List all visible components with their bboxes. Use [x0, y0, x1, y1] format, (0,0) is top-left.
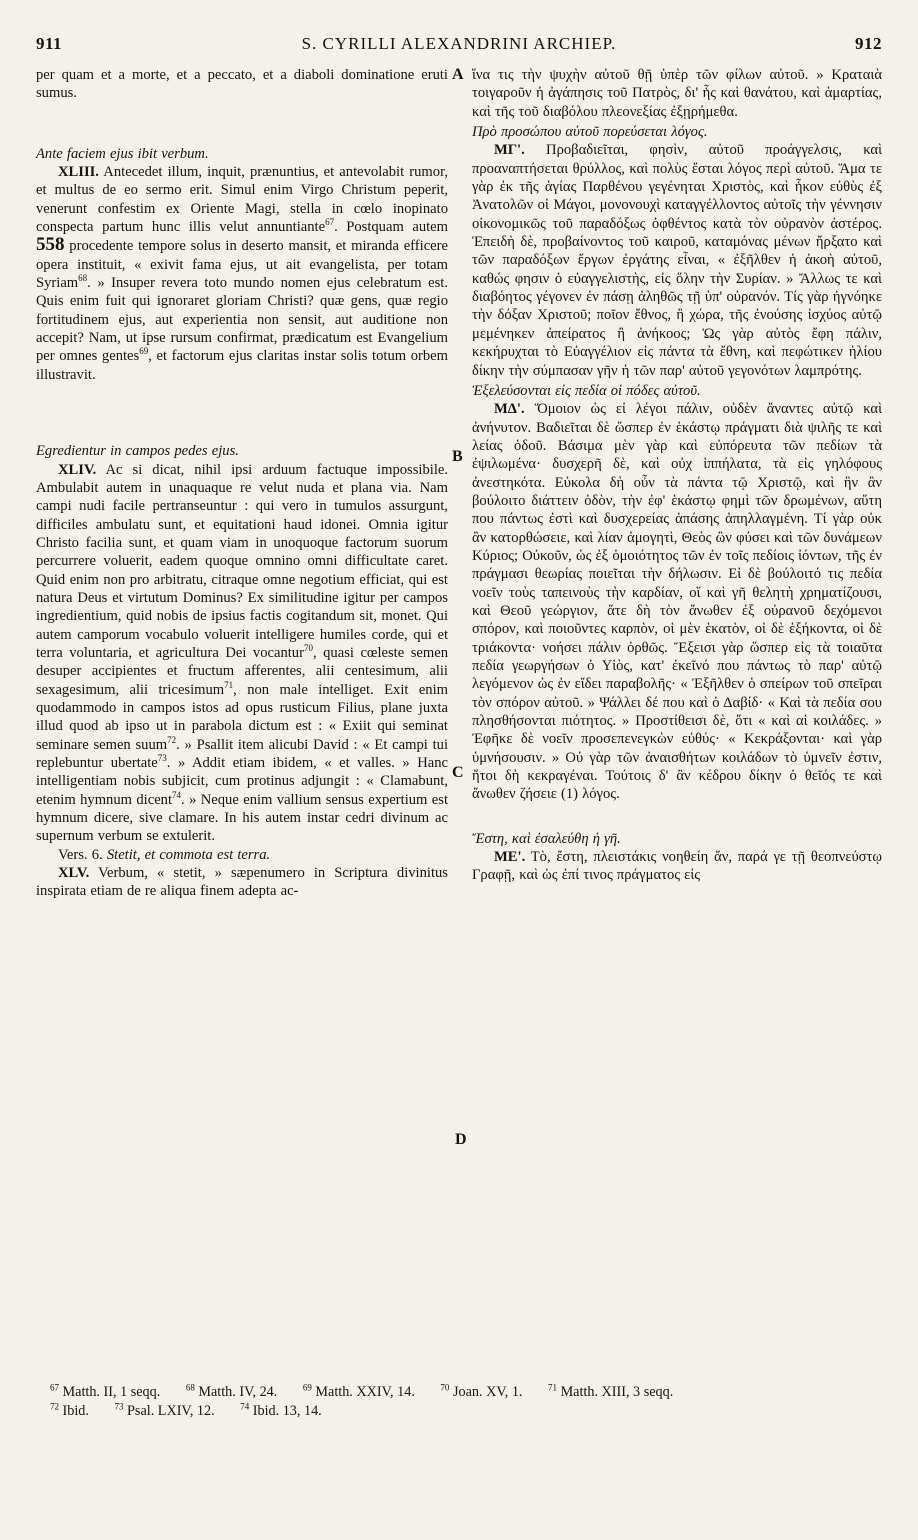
footnote-number: 71	[548, 1382, 558, 1393]
verse-label: Vers. 6.	[58, 846, 103, 863]
section-text: , non male intelliget. Exit enim quodammodo in campos istos ad opus rusticum Filius, plane juxta illud quod ab ipso ut in parabola dictum est : « Exiit qui seminat seminare semen suum	[36, 681, 448, 753]
footnote	[186, 1384, 278, 1400]
footnote-ref-text: Matth. XIII, 3 seqq.	[560, 1384, 674, 1400]
section-text: . Postquam autem	[334, 219, 448, 236]
section-text: . » Insuper revera toto mundo nomen ejus celebratum est. Quis enim fuit qui ignoraret gloriam Christi? quæ gens, quæ regio fortitudinem ejus, aut experientia non sensit, aut auditione non accepit? Nam, ut ipse rursum confirmat, prædicatum est Evangelium per omnes gentes	[36, 275, 448, 365]
latin-verse-line	[36, 846, 448, 864]
latin-section-xliii	[36, 163, 448, 384]
footnote-ref-text: Matth. II, 1 seqq.	[62, 1384, 161, 1400]
footnote-number: 70	[440, 1382, 450, 1393]
section-number: ΜΔ'.	[494, 401, 525, 418]
footnote	[50, 1403, 89, 1419]
running-title: S. CYRILLI ALEXANDRINI ARCHIEP.	[301, 34, 617, 53]
section-text: , et factorum ejus claritas instar solis totum orbem illustravit.	[36, 348, 448, 383]
running-header	[36, 34, 882, 58]
footnote-ref: 73	[157, 753, 167, 764]
footnote-number: 73	[114, 1401, 124, 1412]
footnote-ref: 72	[167, 734, 177, 745]
latin-section-xliv	[36, 461, 448, 846]
section-text: Τὸ, ἔστη, πλειστάκις νοηθείη ἄν, παρά γε τῇ θεοπνεύστῳ Γραφῇ, καὶ ὡς ἐπί τινος πράγματος εἰς	[472, 849, 883, 884]
footnote-number: 74	[240, 1401, 250, 1412]
greek-opening-paragraph: ἵνα τις τὴν ψυχὴν αὐτοῦ θῇ ὑπὲρ τῶν φίλων αὐτοῦ. » Κραταιὰ τοιγαροῦν ἡ ἀγάπησις τοῦ Πατρὸς, δι' ἧς καὶ θανάτου, καὶ ἁμαρτίας, καὶ τῆς τοῦ διαβόλου πλεονεξίας ἐξῃρήμεθα.	[472, 67, 882, 120]
verse-text: Stetit, et commota est terra.	[106, 846, 271, 863]
footnote-number: 68	[185, 1382, 195, 1393]
right-page-number: 912	[855, 34, 882, 53]
section-number: XLIV.	[58, 461, 97, 478]
footnote-ref: 69	[139, 346, 149, 357]
footnote-ref-text: Psal. LXIV, 12.	[127, 1403, 215, 1419]
footnote-number: 67	[50, 1382, 59, 1393]
greek-section-me	[472, 848, 882, 885]
section-text: Ac si dicat, nihil ipsi arduum factuque impossibile. Ambulabit autem in unaquaque re velut nuda et plana via. Nam campi nudi facile pertranseuntur : qui vero in tumulos assurgunt, difficiles ambulatu sunt, et equitationi haud idonei. Omnia igitur Christo facilia sunt, et quam viam in unoquoque factorum suorum percurrere voluerit, eadem quoque omnino omni difficultate caret. Quid enim non pro arbitratu, citraque omne negotium efficiat, qui est natura Deus et virtutum Dominus? Ex similitudine igitur per campos ingredientium, quid nobis de ipsius factis cogitandum sit, monet. Qui autem camporum vocabulo voluerit intelligere humiles corde, qui et terra voluntaria, et agricultura Dei vocantur	[36, 461, 448, 661]
footnote-number: 69	[302, 1382, 312, 1393]
latin-opening-paragraph: per quam et a morte, et a peccato, et a diaboli dominatione eruti sumus.	[36, 67, 448, 102]
footnote	[240, 1403, 322, 1419]
column-marker-c: C	[452, 764, 464, 781]
greek-section-md	[472, 400, 882, 804]
footnotes	[50, 1383, 880, 1421]
left-page-number: 911	[36, 34, 63, 53]
footnote-ref-text: Matth. IV, 24.	[198, 1384, 278, 1400]
footnotes-line-1	[50, 1383, 880, 1402]
footnote-ref: 68	[78, 273, 88, 284]
footnote-ref: 67	[325, 217, 335, 228]
footnotes-line-2	[50, 1402, 880, 1421]
greek-heading-1: Πρὸ προσώπου αὐτοῦ πορεύσεται λόγος.	[472, 124, 708, 141]
greek-heading-3: Ἔστη, καὶ ἐσαλεύθη ἡ γῆ.	[472, 830, 621, 847]
latin-section-xlv	[36, 864, 448, 901]
section-text: procedente tempore solus in deserto mansit, et miranda efficere opera instituit, « exivit fama ejus, ut ait evangelista, per totam Syriam	[36, 238, 448, 292]
column-number: 558	[36, 234, 65, 256]
section-number: ΜΕ'.	[494, 849, 526, 866]
section-text: . » Neque enim vallium sensus expertium est hymnum dicere, sive clamare. In his autem instar cedri divinum ac supernum verbum se extulerit.	[36, 791, 448, 845]
footnote-ref-text: Ibid. 13, 14.	[252, 1403, 322, 1419]
section-text: . » Psallit item alicubi David : « Et campi tui replebuntur ubertate	[36, 736, 448, 771]
footnote	[440, 1384, 522, 1400]
greek-heading-2: Ἐξελεύσονται εἰς πεδία οἱ πόδες αὐτοῦ.	[472, 382, 701, 399]
section-number: XLIII.	[58, 164, 99, 181]
footnote	[303, 1384, 415, 1400]
footnote-ref: 71	[224, 679, 234, 690]
section-text: . » Addit etiam ibidem, « et valles. » Hanc intelligentiam nobis subjicit, cum protinus adjungit : « Clamabunt, etenim hymnum dicent	[36, 755, 448, 808]
footnote	[548, 1384, 673, 1400]
latin-heading-2: Egredientur in campos pedes ejus.	[36, 443, 239, 460]
greek-column	[472, 66, 882, 885]
column-marker-b: B	[452, 448, 463, 465]
footnote-ref-text: Joan. XV, 1.	[452, 1384, 523, 1400]
greek-section-mg	[472, 141, 882, 379]
footnote	[50, 1384, 160, 1400]
column-marker-d: D	[455, 1131, 467, 1148]
footnote	[115, 1403, 215, 1419]
latin-heading-1: Ante faciem ejus ibit verbum.	[36, 145, 209, 162]
section-text: Antecedet illum, inquit, prænuntius, et antevolabit rumor, et multus de eo sermo erit. Simul enim Virgo Christum peperit, venerunt confestim ex Oriente Magi, stella in cœlo inopinato conspecta partum hunc illis velut annuntiante	[36, 164, 448, 236]
section-text: Προβαδιεῖται, φησὶν, αὐτοῦ πρoάγγελσις, καὶ προαναπτήσεται θρύλλος, καὶ πολὺς ἔσται λόγος περὶ αὐτοῦ. Ἅμα τε γὰρ ἐκ τῆς ἁγίας Παρθένου γεγένηται Χριστὸς, καὶ ἧκον εὐθὺς ἐξ Ἀνατολῶν οἱ Μάγοι, μονονουχὶ καταγγέλλοντος αὐτοῖς τὴν γέννησιν οἰκονομικῶς τοῦ παραδόξως ὀφθέντος κατὰ τὸν οὐρανὸν ἀστέρος. Ἐπειδὴ δὲ, προβαίνοντος τοῦ καιροῦ, καταμόνας μένων ἤρξατο καὶ τῶν παραδόξων ἔργων ἐργάτης εἶναι, « ἐξῆλθεν ἡ ἀκοὴ αὐτοῦ, καθώς φησιν ὁ εὐαγγελιστὴς, εἰς ὅλην τὴν Συρίαν. » Ἄλλως τε καὶ διαβόητος γέγονεν ἐν πάσῃ ἀληθῶς τῇ ὑπ' οὐρανόν. Τίς γὰρ ἠγνόηκε τὴν δόξαν Χριστοῦ; ποῖον ἔθνος, ἢ χώρα, τῆς ἐνούσης ἰσχύος αὐτῷ μεμένηκεν ἀπείρατος ἢ ἀνήκοος; Ὡς γὰρ αὐτὸς ἔφη πάλιν, κεκήρυχται τὸ Εὐαγγέλιον εἰς πάντα τὰ ἔθνη, καὶ πεφώτικεν ἡλίου δίκην τὴν σύμπασαν γῆν ἡ τῶν παρ' αὐτοῦ γεγονότων λαμπρότης.	[472, 142, 883, 379]
latin-column	[36, 66, 448, 901]
section-number: XLV.	[58, 865, 90, 882]
section-text: , quasi cœleste semen desuper accipientes et fructum afferentes, alii centesimum, alii sexagesimum, alii tricesimum	[36, 644, 448, 698]
section-number: ΜΓ'.	[494, 142, 525, 159]
footnote-number: 72	[50, 1401, 59, 1412]
footnote-ref: 74	[172, 789, 182, 800]
footnote-ref-text: Matth. XXIV, 14.	[315, 1384, 415, 1400]
section-text: Verbum, « stetit, » sæpenumero in Scriptura divinitus inspirata etiam de re aliqua finem adepta ac-	[36, 865, 448, 900]
section-text: Ὅμοιον ὡς εἰ λέγοι πάλιν, οὐδὲν ἄναντες αὐτῷ καὶ ἀνήνυτον. Βαδιεῖται δὲ ὥσπερ ἐν ἑκάστῳ πράγματι διὰ ψιλῆς τε καὶ λείας ὁδοῦ. Βάσιμα μὲν γὰρ καὶ εὐπόρευτα τῶν πεδίων τὰ ἐψιλωμένα· δυσχερῆ δὲ, καὶ οὐχ ἱππήλατα, τὰ εἰς γηλόφους ἀνεστηκότα. Εὐκολα δὴ οὖν τὰ πάντα τῷ Χριστῷ, καὶ ἣν ἂν βούλοιτο διάττειν ὁδὸν, τὴν ἐφ' ἑκάστῳ φημὶ τῶν δρωμένων, αὕτη που πάντως ἐστὶ καὶ δυσχερείας ἁπάσης ἀπηλλαγμένη. Τί γὰρ οὐκ ἂν κατορθώσειε, καὶ λίαν ἀμογητὶ, Θεὸς ὢν φύσει καὶ τῶν δυνάμεων Κύριος; Οὐκοῦν, ὡς ἐξ ὁμοιότητος τῶν ἐν τοῖς πεδίοις ἰόντων, τῆς ἐν πράγμασι θεωρίας ποιεῖται τὴν δήλωσιν. Εἰ δὲ βούλοιτό τις πεδία νοεῖν τοὺς ταπεινοὺς τὴν καρδίαν, οἵ καὶ γῆ θελητὴ χρηματίζουσι, καὶ Θεοῦ γεώργιον, ἅτε δὴ τὸν ἄνωθεν ἐξ οὐρανοῦ δεχόμενοι σπόρον, καὶ ποιοῦντες καρπὸν, οἱ μὲν ἑκατὸν, οἱ δὲ ἑξήκοντα, οἱ δὲ τριάκοντα· νοήσει πάλιν ὀρθῶς. Ἔξεισι γὰρ ὥσπερ εἰς τὰ τοιαῦτα πεδία γεωργήσων ὁ Υἱὸς, κατ' ἐκεῖνό που πάντως τὸ παρ' αὐτῷ λεγόμενον ὡς ἐν εἴδει παραβολῆς· « Ἐξῆλθεν ὁ σπείρων τοῦ σπεῖραι τὸν σπόρον αὐτοῦ. » Ψάλλει δέ που καὶ ὁ Δαβίδ· « Καὶ τὰ πεδία σου πλησθήσονται πιότητος. » Προστίθεισι δὲ, ὅτι « καὶ αἱ κοιλάδες. » Ἐφῆκε δὲ νοεῖν προσεπενεγκὼν εὐθύς· « Κεκράξονται· καὶ γὰρ ὑμνήσουσιν. » Οὐ γὰρ τῶν ἀναισθήτων κοιλάδων τὸ ὑμνεῖν ἐστιν, ἤτοι δὴ κεκραγέναι. Τούτοις δ' ἂν κέδρου δίκην ὁ θεῖός τε καὶ ἄνωθεν ζήσειε (1) λόγος.	[472, 401, 882, 803]
column-marker-a: A	[452, 66, 464, 83]
footnote-ref: 70	[303, 643, 313, 654]
footnote-ref-text: Ibid.	[62, 1403, 89, 1419]
